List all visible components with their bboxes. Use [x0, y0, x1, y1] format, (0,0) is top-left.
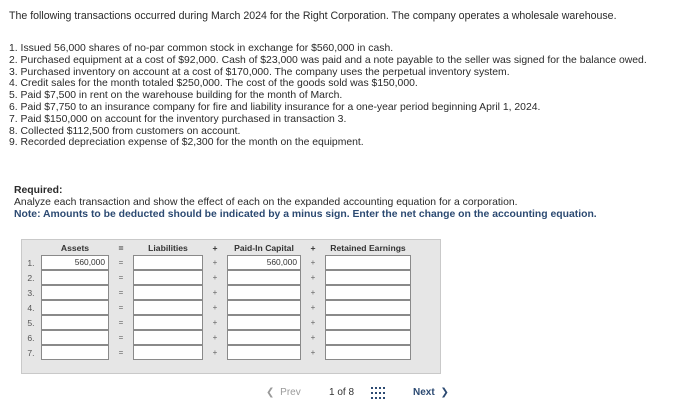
retained-earnings-input[interactable] [325, 315, 411, 330]
table-row [22, 270, 412, 285]
table-cell [226, 285, 302, 300]
equals-sign: = [118, 303, 124, 312]
retained-earnings-input[interactable] [325, 270, 411, 285]
table-cell [132, 255, 204, 270]
retained-earnings-input[interactable] [325, 300, 411, 315]
liabilities-input[interactable] [133, 270, 203, 285]
table-cell [324, 300, 412, 315]
equals-sign: = [118, 288, 124, 297]
plus-sign: + [310, 348, 316, 357]
equals-sign: = [118, 273, 124, 282]
table-cell [324, 330, 412, 345]
assets-input[interactable]: 560,000 [41, 255, 109, 270]
table-cell [132, 345, 204, 360]
plus-sign: + [212, 348, 218, 357]
plus-sign: + [310, 318, 316, 327]
table-row [22, 330, 412, 345]
table-cell [40, 300, 110, 315]
transaction-item: 9. Recorded depreciation expense of $2,300 for the month on the equipment. [9, 137, 364, 149]
table-cell [132, 285, 204, 300]
row-number: 2. [27, 272, 35, 283]
table-cell [40, 330, 110, 345]
chevron-left-icon: ❮ [266, 387, 275, 398]
table-cell [324, 270, 412, 285]
assets-input[interactable] [41, 315, 109, 330]
header-paid-in-capital: Paid-In Capital [234, 242, 294, 253]
plus-sign: + [310, 303, 316, 312]
transaction-item: 2. Purchased equipment at a cost of $92,000. Cash of $23,000 was paid and a note payable to the seller was signed for the balance owed. [9, 54, 647, 66]
assets-input[interactable] [41, 300, 109, 315]
table-cell [40, 255, 110, 270]
table-cell [324, 255, 412, 270]
paid-in-capital-input[interactable] [227, 270, 301, 285]
paid-in-capital-input[interactable]: 560,000 [227, 255, 301, 270]
table-row [22, 300, 412, 315]
table-cell [40, 285, 110, 300]
transaction-item: 5. Paid $7,500 in rent on the warehouse building for the month of March. [9, 90, 343, 102]
transaction-list [9, 43, 693, 149]
intro-text: The following transactions occurred during March 2024 for the Right Corporation. The company operates a wholesale warehouse. [9, 10, 617, 22]
plus-sign: + [310, 288, 316, 297]
paid-in-capital-input[interactable] [227, 330, 301, 345]
plus-sign: + [212, 288, 218, 297]
row-number: 1. [27, 257, 35, 268]
header-assets: Assets [60, 242, 90, 253]
table-cell [132, 330, 204, 345]
table-cell [132, 300, 204, 315]
liabilities-input[interactable] [133, 285, 203, 300]
header-plus: + [310, 242, 316, 253]
table-cell [324, 315, 412, 330]
table-row [22, 285, 412, 300]
table-cell [40, 270, 110, 285]
chevron-right-icon: ❯ [440, 387, 449, 398]
assets-input[interactable] [41, 330, 109, 345]
assets-input[interactable] [41, 270, 109, 285]
paid-in-capital-input[interactable] [227, 315, 301, 330]
liabilities-input[interactable] [133, 345, 203, 360]
transaction-item: 7. Paid $150,000 on account for the inventory purchased in transaction 3. [9, 113, 347, 125]
transaction-item: 6. Paid $7,750 to an insurance company for fire and liability insurance for a one-year period beginning April 1, 2024. [9, 101, 541, 113]
paid-in-capital-input[interactable] [227, 285, 301, 300]
table-cell [226, 255, 302, 270]
table-cell [226, 330, 302, 345]
header-equals: = [118, 242, 124, 253]
table-row [22, 315, 412, 330]
table-header-row [22, 240, 412, 255]
transaction-item: 3. Purchased inventory on account at a cost of $170,000. The company uses the perpetual inventory system. [9, 66, 510, 78]
transaction-item: 8. Collected $112,500 from customers on account. [9, 125, 241, 137]
table-row [22, 255, 412, 270]
liabilities-input[interactable] [133, 315, 203, 330]
paid-in-capital-input[interactable] [227, 300, 301, 315]
plus-sign: + [212, 303, 218, 312]
next-button[interactable] [413, 387, 452, 398]
row-number: 5. [27, 317, 35, 328]
retained-earnings-input[interactable] [325, 345, 411, 360]
table-cell [40, 315, 110, 330]
required-note: Note: Amounts to be deducted should be indicated by a minus sign. Enter the net change on the accounting equation. [14, 209, 597, 220]
table-cell [226, 270, 302, 285]
prev-button[interactable] [263, 387, 301, 398]
equals-sign: = [118, 258, 124, 267]
required-section [14, 185, 597, 221]
table-cell [226, 300, 302, 315]
plus-sign: + [310, 333, 316, 342]
table-cell [132, 270, 204, 285]
row-number: 6. [27, 332, 35, 343]
row-number: 3. [27, 287, 35, 298]
equals-sign: = [118, 333, 124, 342]
equals-sign: = [118, 318, 124, 327]
table-cell [40, 345, 110, 360]
liabilities-input[interactable] [133, 330, 203, 345]
liabilities-input[interactable] [133, 255, 203, 270]
liabilities-input[interactable] [133, 300, 203, 315]
grid-icon[interactable] [371, 387, 385, 399]
retained-earnings-input[interactable] [325, 255, 411, 270]
transaction-item: 4. Credit sales for the month totaled $250,000. The cost of the goods sold was $150,000. [9, 78, 418, 90]
page-indicator: 1 of 8 [329, 387, 355, 398]
equals-sign: = [118, 348, 124, 357]
header-liabilities: Liabilities [148, 242, 188, 253]
plus-sign: + [310, 273, 316, 282]
plus-sign: + [212, 333, 218, 342]
plus-sign: + [212, 318, 218, 327]
next-label: Next [413, 387, 435, 398]
row-number: 7. [27, 347, 35, 358]
required-title: Required: [14, 185, 63, 196]
table-cell [324, 345, 412, 360]
header-retained-earnings: Retained Earnings [330, 242, 406, 253]
accounting-equation-table [21, 239, 441, 374]
retained-earnings-input[interactable] [325, 285, 411, 300]
transaction-item: 1. Issued 56,000 shares of no-par common stock in exchange for $560,000 in cash. [9, 43, 394, 54]
plus-sign: + [212, 273, 218, 282]
row-number: 4. [27, 302, 35, 313]
table-cell [132, 315, 204, 330]
retained-earnings-input[interactable] [325, 330, 411, 345]
assets-input[interactable] [41, 345, 109, 360]
assets-input[interactable] [41, 285, 109, 300]
paid-in-capital-input[interactable] [227, 345, 301, 360]
header-plus: + [212, 242, 218, 253]
required-text: Analyze each transaction and show the effect of each on the expanded accounting equation for a corporation. [14, 197, 518, 208]
table-cell [324, 285, 412, 300]
prev-label: Prev [280, 387, 301, 398]
table-cell [226, 345, 302, 360]
plus-sign: + [212, 258, 218, 267]
plus-sign: + [310, 258, 316, 267]
table-row [22, 345, 412, 360]
table-cell [226, 315, 302, 330]
